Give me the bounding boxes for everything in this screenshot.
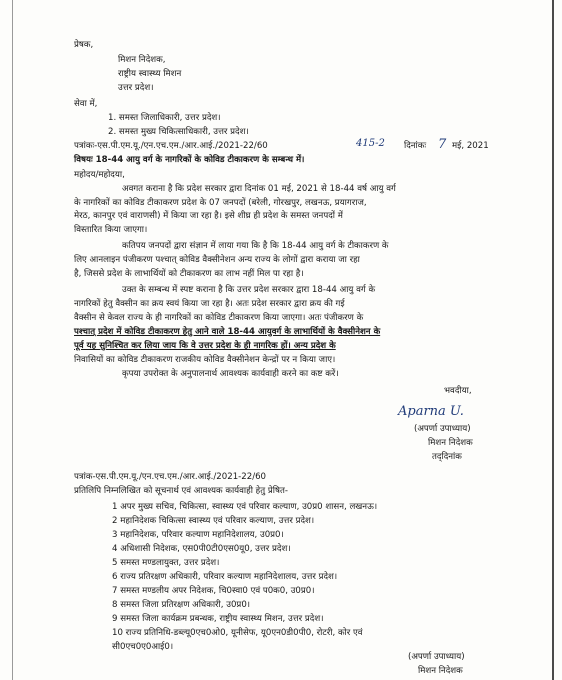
paragraph-line-emphasis: पूर्व यह सुनिश्चित कर लिया जाय कि वे उत्तर प्रदेश के ही नागरिक हों। अन्य प्रदेश के (74, 341, 336, 351)
paragraph-line: कृपया उपरोक्त के अनुपालनार्थ आवश्यक कार्यवाही करने का कष्ट करें। (122, 369, 339, 379)
paragraph-line: उक्त के सम्बन्ध में स्पष्ट कराना है कि उत्तर प्रदेश सरकार द्वारा 18-44 आयु वर्ग के (122, 285, 376, 295)
from-line-3: उत्तर प्रदेश। (118, 83, 154, 93)
copy-item-10: 10 राज्य प्रतिनिधि-डब्ल्यू0एच0ओ0, यूनीसेफ, यू0एन0डी0पी0, रोटरी, कोर एवं (112, 628, 363, 638)
copy-signatory-title: मिशन निदेशक (418, 666, 463, 676)
copy-item-6: 6 राज्य प्रतिरक्षण अधिकारी, परिवार कल्याण महानिदेशालय, उत्तर प्रदेश। (112, 572, 338, 582)
paragraph-line: अवगत कराना है कि प्रदेश सरकार द्वारा दिनांक 01 मई, 2021 से 18-44 वर्ष आयु वर्ग (122, 184, 396, 194)
copy-item-4: 4 अधिशासी निदेशक, एस0पी0टी0एस0यू0, उत्तर प्रदेश। (112, 544, 291, 554)
copy-signatory-name: (अपर्णा उपाध्याय) (408, 652, 465, 662)
scan-edge-left (12, 0, 13, 680)
paragraph-line: लिए आनलाइन पंजीकरण पश्चात् कोविड वैक्सीनेशन अन्य राज्य के लोगों द्वारा कराया जा रहा (74, 255, 360, 265)
signatory-name: (अपर्णा उपाध्याय) (414, 424, 471, 434)
paragraph-line: के नागरिकों का कोविड टीकाकरण प्रदेश के 07 जनपदों (बरेली, गोरखपुर, लखनऊ, प्रयागराज, (74, 198, 367, 208)
date-handwritten: 7 (438, 137, 447, 152)
signatory-date: तद्‌दिनांक (432, 452, 462, 462)
to-label: सेवा में, (74, 99, 98, 109)
reference-number: पत्रांकः-एस.पी.एम.यू./एन.एच.एम./आर.आई./2021-22/60 (74, 141, 268, 151)
paragraph-line: कतिपय जनपदों द्वारा संज्ञान में लाया गया कि है कि 18-44 आयु वर्ग के टीकाकरण के (122, 241, 389, 251)
scan-edge-right (552, 0, 554, 680)
from-line-1: मिशन निदेशक, (118, 55, 166, 65)
from-label: प्रेषक, (74, 40, 94, 50)
reference-handwritten: 415-2 (356, 138, 385, 149)
paragraph-line: नागरिकों हेतु वैक्सीन का क्रय स्वयं किया जा रहा है। अतः प्रदेश सरकार द्वारा क्रय की गई (74, 299, 345, 309)
salutation: महोदय/महोदया, (74, 170, 125, 180)
paragraph-line: है, जिससे प्रदेश के लाभार्थियों को टीकाकरण का लाभ नहीं मिल पा रहा है। (74, 269, 304, 279)
closing: भवदीया, (444, 386, 472, 396)
to-item-2: 2. समस्त मुख्य चिकित्साधिकारी, उत्तर प्रदेश। (108, 127, 249, 137)
signature: Aparna U. (398, 404, 464, 419)
paragraph-line: वैक्सीन से केवल राज्य के ही नागरिकों का कोविड टीकाकरण किया जाएगा। अतः पंजीकरण के (74, 313, 364, 323)
signatory-title: मिशन निदेशक (428, 438, 473, 448)
copy-item-8: 8 समस्त जिला प्रतिरक्षण अधिकारी, उ0प्र0। (112, 600, 251, 610)
subject-line: विषयः 18-44 आयु वर्ग के नागरिकों के कोविड टीकाकरण के सम्बन्ध में। (74, 155, 305, 165)
copy-item-9: 9 समस्त जिला कार्यक्रम प्रबन्धक, राष्ट्रीय स्वास्थ्य मिशन, उत्तर प्रदेश। (112, 614, 324, 624)
paragraph-line: मेरठ, कानपुर एवं वाराणसी) में किया जा रहा है। इसे शीघ्र ही प्रदेश के समस्त जनपदों में (74, 211, 343, 221)
paragraph-line-emphasis: पश्चात् प्रदेश में कोविड टीकाकरण हेतु आने वाले 18-44 आयुवर्ग के लाभार्थियों के वैक्सीनेशन के (74, 327, 381, 337)
paragraph-line: विस्तारित किया जाएगा। (74, 225, 148, 235)
from-line-2: राष्ट्रीय स्वास्थ्य मिशन (118, 69, 182, 79)
to-item-1: 1. समस्त जिलाधिकारी, उत्तर प्रदेश। (108, 113, 221, 123)
date-rest: मई, 2021 (452, 141, 489, 151)
copy-item-5: 5 समस्त मण्डलायुक्त, उत्तर प्रदेश। (112, 558, 220, 568)
copy-item-1: 1 अपर मुख्य सचिव, चिकित्सा, स्वास्थ्य एवं परिवार कल्याण, उ0प्र0 शासन, लखनऊ। (112, 502, 378, 512)
copy-item-7: 7 समस्त मण्डलीय अपर निदेशक, चि0स्वा0 एवं प0क0, उ0प्र0। (112, 586, 315, 596)
copy-intro: प्रतिलिपि निम्नलिखित को सूचनार्थ एवं आवश्यक कार्यवाही हेतु प्रेषित- (74, 486, 288, 496)
copy-item-3: 3 महानिदेशक, परिवार कल्याण महानिदेशालय, उ0प्र0। (112, 530, 284, 540)
date-label: दिनांकः (404, 141, 427, 151)
paragraph-line: निवासियों का कोविड टीकाकरण राजकीय कोविड वैक्सीनेशन केन्द्रों पर न किया जाए। (74, 355, 336, 365)
copy-reference-number: पत्रांक-एस.पी.एम.यू./एन.एच.एम./आर.आई./2021-22/60 (74, 472, 267, 482)
copy-item-10-cont: सी0एच0ए0आई0। (112, 642, 174, 652)
copy-item-2: 2 महानिदेशक चिकित्सा स्वास्थ्य एवं परिवार कल्याण, उत्तर प्रदेश। (112, 516, 315, 526)
